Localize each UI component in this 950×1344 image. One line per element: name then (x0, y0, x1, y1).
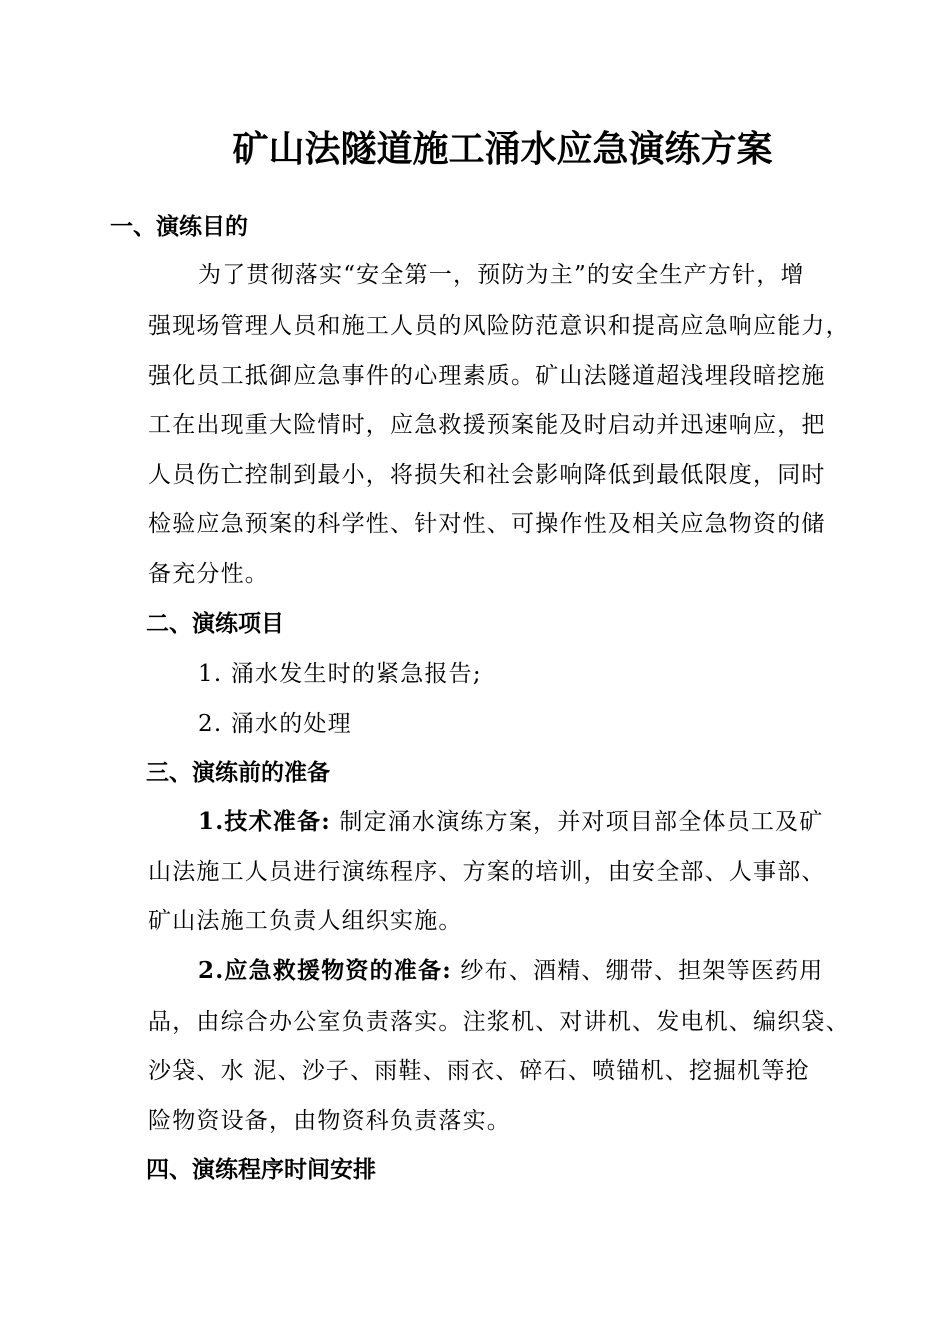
paragraph-line: 沙袋、水 泥、沙子、雨鞋、雨衣、碎石、喷锚机、挖掘机等抢 (148, 1058, 810, 1084)
paragraph-line: 为了贯彻落实“安全第一，预防为主”的安全生产方针，增 (198, 262, 805, 288)
subheading-technical-prep: 1.技术准备: (198, 808, 331, 835)
paragraph-line: 强现场管理人员和施工人员的风险防范意识和提高应急响应能力， (148, 313, 850, 339)
paragraph-line (198, 955, 823, 987)
paragraph-text: 制定涌水演练方案，并对项目部全体员工及矿 (339, 809, 824, 835)
paragraph-line: 险物资设备，由物资科负责落实。 (148, 1108, 511, 1134)
paragraph-line: 矿山法施工负责人组织实施。 (148, 908, 463, 934)
paragraph-line: 山法施工人员进行演练程序、方案的培训，由安全部、人事部、 (148, 859, 826, 885)
section-heading-purpose: 一、演练目的 (110, 213, 248, 240)
paragraph-text: 纱布、酒精、绷带、担架等医药用 (460, 958, 824, 984)
paragraph-line: 备充分性。 (148, 561, 269, 587)
paragraph-line (198, 806, 823, 838)
section-heading-preparation: 三、演练前的准备 (146, 759, 330, 786)
section-heading-items: 二、演练项目 (146, 610, 284, 637)
section-heading-schedule: 四、演练程序时间安排 (146, 1156, 376, 1183)
subheading-emergency-supplies: 2.应急救援物资的准备: (198, 957, 452, 984)
paragraph-line: 工在出现重大险情时，应急救援预案能及时启动并迅速响应，把 (148, 412, 826, 438)
document-title: 矿山法隧道施工涌水应急演练方案 (232, 128, 773, 170)
paragraph-line: 检验应急预案的科学性、针对性、可操作性及相关应急物资的储 (148, 511, 826, 537)
paragraph-line: 强化员工抵御应急事件的心理素质。矿山法隧道超浅埋段暗挖施 (148, 363, 826, 389)
paragraph-line: 品，由综合办公室负责落实。注浆机、对讲机、发电机、编织袋、 (148, 1009, 850, 1035)
list-item: 1. 涌水发生时的紧急报告; (198, 661, 482, 687)
paragraph-line: 人员伤亡控制到最小，将损失和社会影响降低到最低限度，同时 (148, 462, 826, 488)
list-item: 2. 涌水的处理 (198, 711, 352, 737)
